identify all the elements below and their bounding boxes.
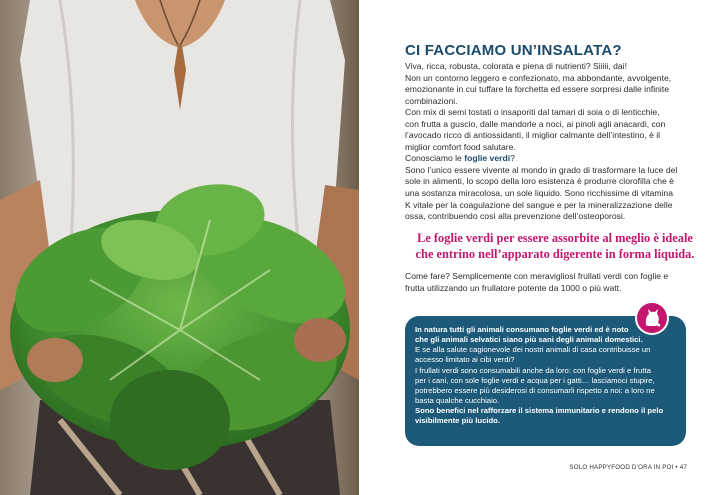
body-line: Non un contorno leggero e confezionato, ma abbondante, avvolgente, (405, 72, 672, 83)
cat-icon (635, 301, 669, 335)
body-line: emozionante in cui tuffare la forchetta ed essere sorpresi dalle infinite (405, 84, 670, 95)
text-page (359, 0, 720, 495)
intro-suffix: ? (510, 153, 515, 164)
pull-quote (405, 230, 705, 262)
body-line: combinazioni. (405, 95, 458, 106)
body-text (405, 61, 701, 223)
body-line: sole in alimenti, lo scopo della loro esistenza è produrre clorofilla che è (405, 176, 674, 187)
intro-prefix: Conosciamo le (405, 153, 465, 164)
body-line: Viva, ricca, robusta, colorata e piena di nutrienti? Siiiii, dai! (405, 61, 627, 71)
body-line: Con mix di semi tostati o insaporiti dal tamari di soia o di lenticchie, (405, 107, 660, 118)
body-line: frutta utilizzando un frullatore potente da 1000 o più watt. (405, 282, 622, 293)
info-line: Sono benefici nel rafforzare il sistema immunitario e rendono il pelo (415, 406, 664, 416)
body-line: Sono l’unico essere vivente al mondo in grado di trasformare la luce del (405, 164, 678, 175)
body-line: miglior comfort food salutare. (405, 141, 516, 152)
info-line: basta qualche cucchiaio. (415, 396, 500, 406)
info-line: E se alla salute cagionevole dei nostri animali di casa contribuisse un (415, 345, 651, 355)
after-text (405, 271, 701, 294)
intro-line (405, 153, 701, 165)
photo-hands-holding-greens (0, 0, 359, 495)
body-line: ossa, contribuendo così alla prevenzione dell’osteoporosi. (405, 211, 626, 222)
info-line: In natura tutti gli animali consumano foglie verdi ed è noto (415, 325, 629, 334)
info-line: potrebbero essere più desiderosi di consumarli rispetto a noi: a loro ne (415, 385, 655, 395)
info-line: che gli animali selvatici siano più sani degli animali domestici. (415, 335, 643, 345)
info-box-text (415, 325, 685, 427)
pull-quote-line: che entrino nell’apparato digerente in forma liquida. (415, 247, 695, 261)
page-heading: CI FACCIAMO UN’INSALATA? (405, 42, 622, 59)
body-line: K vitale per la coagulazione del sangue e per la mineralizzazione delle (405, 199, 673, 210)
body-line: Come fare? Semplicemente con meravigliosi frullati verdi con foglie e (405, 271, 669, 281)
info-line: accesso limitato ai cibi verdi? (415, 355, 515, 365)
info-box (405, 316, 686, 446)
info-line: per i cani, con sole foglie verdi e acqua per i gatti… lasciamoci stupire, (415, 375, 655, 385)
photo-illustration (0, 0, 359, 495)
body-line: l’avocado ricco di antiossidanti, il miglior calmante dell’intestino, è il (405, 130, 661, 141)
page-footer: SOLO HAPPYFOOD D’ORA IN POI • 47 (569, 464, 687, 471)
pull-quote-line: Le foglie verdi per essere assorbite al meglio è ideale (417, 231, 693, 245)
intro-bold: foglie verdi (464, 153, 511, 164)
info-line: I frullati verdi sono consumabili anche da loro: con foglie verdi e frutta (415, 365, 651, 375)
body-line: con frutta a guscio, dalle mandorle a noci, ai pinoli agli anacardi, con (405, 118, 666, 129)
body-line: una sostanza miracolosa, un sole liquido. Sono ricchissime di vitamina (405, 188, 673, 199)
info-line: visibilmente più lucido. (415, 416, 501, 426)
